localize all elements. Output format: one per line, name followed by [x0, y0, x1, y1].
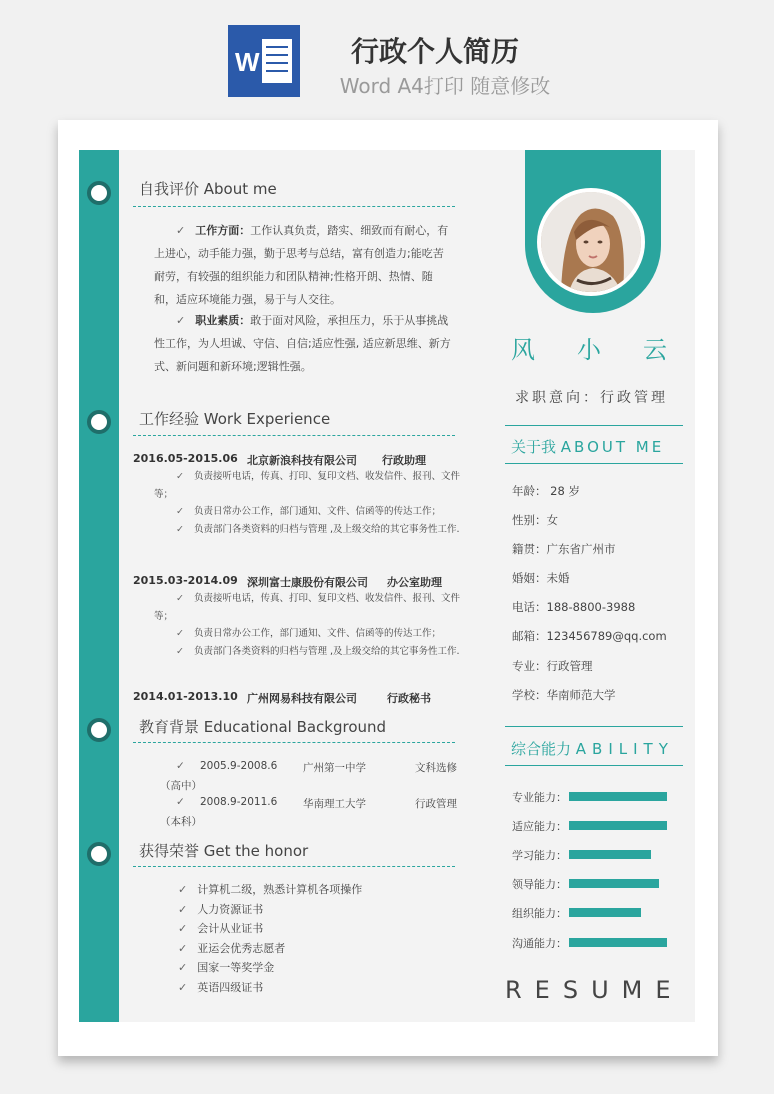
info-school: 学校：华南师范大学 — [512, 688, 616, 702]
skill-bar — [569, 908, 641, 917]
section-title-experience: 工作经验 Work Experience — [139, 410, 331, 428]
page-subtitle: Word A4打印 随意修改 — [339, 74, 551, 98]
binder-hole-icon — [87, 181, 111, 205]
info-age: 年龄： 28 岁 — [512, 484, 580, 498]
skill-label: 学习能力： — [512, 849, 567, 862]
honor-item: ✓ 英语四级证书 — [178, 981, 264, 994]
skill-label: 组织能力： — [512, 907, 567, 920]
check-icon: ✓ — [176, 645, 184, 657]
check-icon: ✓ — [178, 883, 188, 896]
job-period: 2015.03-2014.09 — [133, 574, 238, 587]
info-email: 邮箱：123456789@qq.com — [512, 629, 667, 643]
word-logo-icon — [228, 25, 300, 97]
job-bullets: ✓ 负责接听电话，传真、打印、复印文档、收发信件、报刊、文件等； ✓ 负责日常办公工作，部门通知、文件、信函等的传达工作； ✓ 负责部门各类资料的归档与管理 ,及上级交给的其它事务性工作. — [154, 593, 460, 657]
left-accent-bar — [79, 150, 119, 1022]
job-role: 办公室助理 — [387, 576, 442, 589]
info-gender: 性别：女 — [512, 513, 558, 527]
section-title-ability: 综合能力 ABILITY — [511, 740, 674, 758]
binder-hole-icon — [87, 410, 111, 434]
resume-footer: RESUME — [505, 976, 684, 1004]
section-title-about: 自我评价 About me — [139, 180, 277, 198]
page-title: 行政个人简历 — [350, 35, 519, 68]
check-icon: ✓ — [176, 471, 184, 482]
job-role: 行政秘书 — [387, 692, 431, 705]
job-company: 北京新浪科技有限公司 — [247, 454, 357, 467]
job-role: 行政助理 — [382, 454, 426, 467]
self-eval-quality: ✓ 职业素质：敢于面对风险，承担压力，乐于从事挑战性工作，为人坦诚、守信、自信;适应性强, 适应新思维、新方式、新问题和新环境;逻辑性强。 — [154, 314, 451, 373]
binder-hole-icon — [87, 718, 111, 742]
check-icon: ✓ — [176, 796, 185, 808]
section-title-about-me: 关于我 ABOUT ME — [511, 438, 665, 456]
avatar — [537, 188, 645, 296]
check-icon: ✓ — [176, 224, 186, 237]
honor-item: ✓ 会计从业证书 — [178, 922, 264, 935]
info-phone: 电话：188-8800-3988 — [512, 600, 636, 614]
check-icon: ✓ — [176, 523, 184, 535]
check-icon: ✓ — [178, 922, 188, 935]
check-icon: ✓ — [176, 760, 185, 772]
check-icon: ✓ — [176, 593, 184, 604]
info-hometown: 籍贯：广东省广州市 — [512, 542, 616, 556]
divider — [505, 463, 683, 464]
honor-item: ✓ 人力资源证书 — [178, 903, 264, 916]
logo-letter: W — [235, 47, 260, 77]
portrait-photo — [541, 192, 641, 292]
check-icon: ✓ — [176, 506, 184, 517]
skill-label: 专业能力： — [512, 791, 567, 804]
info-marital: 婚姻：未婚 — [512, 571, 570, 585]
skill-bar — [569, 850, 651, 859]
divider — [133, 206, 455, 207]
honor-item: ✓ 亚运会优秀志愿者 — [178, 942, 286, 955]
skill-label: 沟通能力： — [512, 937, 567, 950]
divider — [505, 765, 683, 766]
divider — [133, 742, 455, 743]
job-period: 2014.01-2013.10 — [133, 690, 238, 703]
check-icon: ✓ — [178, 903, 188, 916]
honor-item: ✓ 计算机二级，熟悉计算机各项操作 — [178, 883, 363, 896]
education-degree: （本科） — [160, 816, 202, 828]
education-row: ✓ 2005.9-2008.6 广州第一中学 文科选修 — [176, 760, 457, 774]
divider — [505, 726, 683, 727]
section-title-honors: 获得荣誉 Get the honor — [139, 842, 309, 860]
section-title-education: 教育背景 Educational Background — [139, 718, 387, 736]
binder-hole-icon — [87, 842, 111, 866]
check-icon: ✓ — [176, 314, 186, 327]
education-degree: （高中） — [160, 780, 202, 792]
info-major: 专业：行政管理 — [512, 659, 593, 673]
candidate-name: 风小云 — [511, 336, 709, 364]
divider — [133, 866, 455, 867]
check-icon: ✓ — [178, 961, 188, 974]
divider — [505, 425, 683, 426]
check-icon: ✓ — [178, 981, 188, 994]
divider — [133, 435, 455, 436]
self-eval-work: ✓ 工作方面：工作认真负责，踏实、细致而有耐心，有上进心，动手能力强，勤于思考与总结，富有创造力;能吃苦耐劳，有较强的组织能力和团队精神;性格开朗、热情、随和，适应环境能力强，易于与人交往。 — [154, 224, 449, 306]
job-bullets: ✓ 负责接听电话，传真、打印、复印文档、收发信件、报刊、文件等； ✓ 负责日常办公工作，部门通知、文件、信函等的传达工作； ✓ 负责部门各类资料的归档与管理 ,及上级交给的其它事务性工作. — [154, 471, 460, 535]
skill-bar — [569, 879, 659, 888]
skill-bar — [569, 792, 667, 801]
skill-label: 领导能力： — [512, 878, 567, 891]
honor-item: ✓ 国家一等奖学金 — [178, 961, 275, 974]
job-period: 2016.05-2015.06 — [133, 452, 238, 465]
skill-bar — [569, 938, 667, 947]
check-icon: ✓ — [178, 942, 188, 955]
education-row: ✓ 2008.9-2011.6 华南理工大学 行政管理 — [176, 796, 457, 810]
skill-label: 适应能力： — [512, 820, 567, 833]
job-intent: 求职意向：行政管理 — [515, 390, 668, 406]
job-company: 广州网易科技有限公司 — [247, 692, 357, 705]
job-company: 深圳富士康股份有限公司 — [247, 576, 368, 589]
check-icon: ✓ — [176, 628, 184, 639]
skill-bar — [569, 821, 667, 830]
